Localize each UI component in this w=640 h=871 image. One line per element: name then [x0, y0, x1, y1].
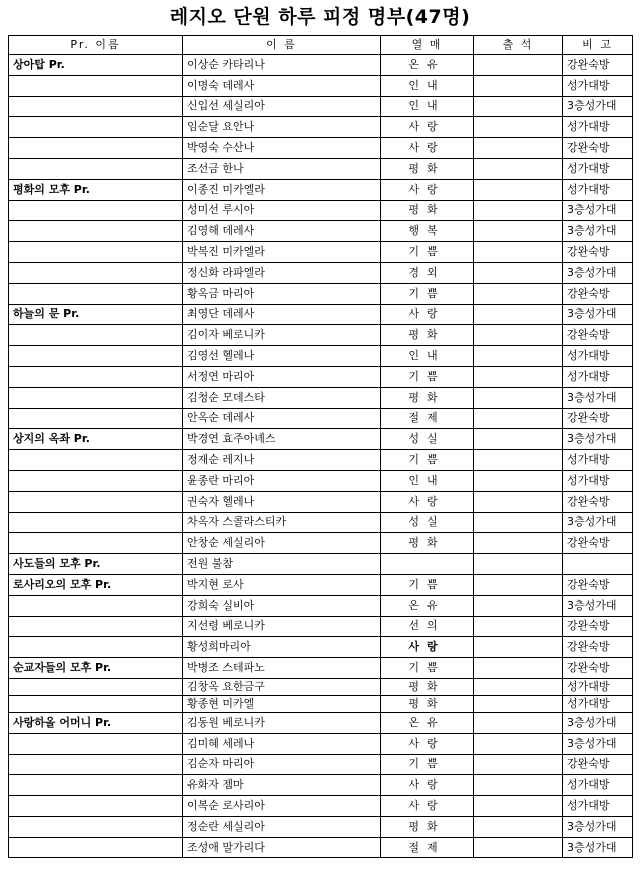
fruit-cell: 기쁨: [381, 754, 474, 775]
table-row: [9, 221, 633, 242]
table-row: [9, 346, 633, 367]
attendance-cell: [474, 242, 563, 263]
page-title: 레지오 단원 하루 피정 명부(47명): [169, 6, 471, 28]
note-cell: 3층성가대: [563, 304, 633, 325]
table-row: [9, 138, 633, 159]
note-cell: 3층성가대: [563, 733, 633, 754]
fruit-cell: 인내: [381, 470, 474, 491]
member-name-cell: 김이자 베로니카: [183, 325, 381, 346]
table-row: [9, 408, 633, 429]
member-name-cell: 성미선 루시아: [183, 200, 381, 221]
pr-name-cell: [9, 678, 183, 695]
note-cell: 3층성가대: [563, 221, 633, 242]
member-name-cell: 박지현 로사: [183, 574, 381, 595]
member-name-cell: 김순자 마리아: [183, 754, 381, 775]
note-cell: 성가대방: [563, 75, 633, 96]
pr-name-cell: [9, 325, 183, 346]
member-name-cell: 이복순 로사리아: [183, 796, 381, 817]
fruit-cell: 평화: [381, 678, 474, 695]
attendance-cell: [474, 179, 563, 200]
table-row: [9, 262, 633, 283]
pr-name-cell: [9, 346, 183, 367]
note-cell: 강완숙방: [563, 138, 633, 159]
table-row: [9, 75, 633, 96]
table-row: [9, 816, 633, 837]
note-cell: 강완숙방: [563, 242, 633, 263]
fruit-cell: [381, 554, 474, 575]
fruit-cell: 인내: [381, 75, 474, 96]
roster-body: [9, 55, 633, 858]
fruit-cell: 사랑: [381, 491, 474, 512]
attendance-cell: [474, 616, 563, 637]
roster-table: [8, 35, 633, 858]
pr-name-cell: [9, 754, 183, 775]
member-name-cell: 김영해 데레사: [183, 221, 381, 242]
note-cell: 강완숙방: [563, 574, 633, 595]
attendance-cell: [474, 470, 563, 491]
attendance-cell: [474, 200, 563, 221]
table-header-row: [9, 36, 633, 55]
fruit-cell: 선의: [381, 616, 474, 637]
attendance-cell: [474, 387, 563, 408]
member-name-cell: 황종현 미카엘: [183, 695, 381, 712]
table-row: [9, 325, 633, 346]
note-cell: 성가대방: [563, 366, 633, 387]
note-cell: 강완숙방: [563, 325, 633, 346]
note-cell: 3층성가대: [563, 712, 633, 733]
table-row: [9, 429, 633, 450]
note-cell: 강완숙방: [563, 637, 633, 658]
pr-name-cell: [9, 616, 183, 637]
note-cell: 강완숙방: [563, 754, 633, 775]
table-row: [9, 179, 633, 200]
table-row: [9, 158, 633, 179]
attendance-cell: [474, 512, 563, 533]
attendance-cell: [474, 491, 563, 512]
table-row: [9, 512, 633, 533]
table-row: [9, 533, 633, 554]
pr-name-cell: 사도들의 모후 Pr.: [9, 554, 183, 575]
member-name-cell: 박영숙 수산나: [183, 138, 381, 159]
note-cell: 강완숙방: [563, 658, 633, 679]
pr-name-cell: [9, 796, 183, 817]
attendance-cell: [474, 283, 563, 304]
member-name-cell: 조성애 말가리다: [183, 837, 381, 858]
pr-name-cell: 사랑하올 어머니 Pr.: [9, 712, 183, 733]
pr-name-cell: [9, 491, 183, 512]
table-row: [9, 554, 633, 575]
table-row: [9, 96, 633, 117]
fruit-cell: 성실: [381, 429, 474, 450]
note-cell: 성가대방: [563, 346, 633, 367]
attendance-cell: [474, 262, 563, 283]
attendance-cell: [474, 554, 563, 575]
member-name-cell: 정신화 라파엘라: [183, 262, 381, 283]
member-name-cell: 이종진 미카엘라: [183, 179, 381, 200]
attendance-cell: [474, 158, 563, 179]
note-cell: [563, 554, 633, 575]
fruit-cell: 평화: [381, 158, 474, 179]
member-name-cell: 윤종란 마리아: [183, 470, 381, 491]
attendance-cell: [474, 450, 563, 471]
fruit-cell: 평화: [381, 325, 474, 346]
fruit-cell: 성실: [381, 512, 474, 533]
attendance-cell: [474, 346, 563, 367]
note-cell: 성가대방: [563, 450, 633, 471]
attendance-cell: [474, 796, 563, 817]
note-cell: 성가대방: [563, 695, 633, 712]
fruit-cell: 절제: [381, 408, 474, 429]
attendance-cell: [474, 658, 563, 679]
member-name-cell: 차옥자 스콜라스티카: [183, 512, 381, 533]
fruit-cell: 사랑: [381, 637, 474, 658]
attendance-cell: [474, 595, 563, 616]
pr-name-cell: 평화의 모후 Pr.: [9, 179, 183, 200]
pr-name-cell: [9, 816, 183, 837]
fruit-cell: 기쁨: [381, 242, 474, 263]
fruit-cell: 평화: [381, 816, 474, 837]
pr-name-cell: [9, 408, 183, 429]
note-cell: 성가대방: [563, 117, 633, 138]
fruit-cell: 평화: [381, 533, 474, 554]
table-row: [9, 242, 633, 263]
fruit-cell: 사랑: [381, 796, 474, 817]
pr-name-cell: [9, 283, 183, 304]
fruit-cell: 온유: [381, 55, 474, 76]
attendance-cell: [474, 408, 563, 429]
fruit-cell: 평화: [381, 200, 474, 221]
table-row: [9, 470, 633, 491]
member-name-cell: 김청순 모데스타: [183, 387, 381, 408]
attendance-cell: [474, 117, 563, 138]
table-row: [9, 200, 633, 221]
member-name-cell: 안옥순 데레사: [183, 408, 381, 429]
member-name-cell: 안창순 세실리아: [183, 533, 381, 554]
table-row: [9, 695, 633, 712]
pr-name-cell: 순교자들의 모후 Pr.: [9, 658, 183, 679]
table-row: [9, 733, 633, 754]
pr-name-cell: 상지의 옥좌 Pr.: [9, 429, 183, 450]
note-cell: 성가대방: [563, 678, 633, 695]
note-cell: 성가대방: [563, 179, 633, 200]
fruit-cell: 기쁨: [381, 283, 474, 304]
attendance-cell: [474, 733, 563, 754]
member-name-cell: 권숙자 헬레나: [183, 491, 381, 512]
pr-name-cell: [9, 450, 183, 471]
pr-name-cell: [9, 221, 183, 242]
table-row: [9, 117, 633, 138]
note-cell: 강완숙방: [563, 408, 633, 429]
attendance-cell: [474, 754, 563, 775]
attendance-cell: [474, 574, 563, 595]
table-row: [9, 387, 633, 408]
pr-name-cell: 하늘의 문 Pr.: [9, 304, 183, 325]
member-name-cell: 김영선 헬레나: [183, 346, 381, 367]
attendance-cell: [474, 138, 563, 159]
member-name-cell: 박병조 스테파노: [183, 658, 381, 679]
table-row: [9, 55, 633, 76]
fruit-cell: 기쁨: [381, 450, 474, 471]
table-row: [9, 712, 633, 733]
member-name-cell: 신입선 세실리아: [183, 96, 381, 117]
pr-name-cell: [9, 470, 183, 491]
member-name-cell: 정재순 레지나: [183, 450, 381, 471]
member-name-cell: 지선령 베로니카: [183, 616, 381, 637]
pr-name-cell: [9, 533, 183, 554]
attendance-cell: [474, 366, 563, 387]
table-row: [9, 796, 633, 817]
table-row: [9, 616, 633, 637]
note-cell: 성가대방: [563, 158, 633, 179]
pr-name-cell: 로사리오의 모후 Pr.: [9, 574, 183, 595]
note-cell: 3층성가대: [563, 837, 633, 858]
fruit-cell: 온유: [381, 595, 474, 616]
fruit-cell: 기쁨: [381, 574, 474, 595]
table-row: [9, 658, 633, 679]
member-name-cell: 황옥금 마리아: [183, 283, 381, 304]
note-cell: 강완숙방: [563, 283, 633, 304]
pr-name-cell: [9, 200, 183, 221]
table-row: [9, 366, 633, 387]
pr-name-cell: [9, 138, 183, 159]
table-row: [9, 837, 633, 858]
member-name-cell: 박경연 효주아녜스: [183, 429, 381, 450]
note-cell: 성가대방: [563, 470, 633, 491]
fruit-cell: 사랑: [381, 304, 474, 325]
attendance-cell: [474, 429, 563, 450]
member-name-cell: 황성희마리아: [183, 637, 381, 658]
attendance-cell: [474, 325, 563, 346]
note-cell: 3층성가대: [563, 429, 633, 450]
table-row: [9, 595, 633, 616]
note-cell: 3층성가대: [563, 512, 633, 533]
pr-name-cell: [9, 387, 183, 408]
pr-name-cell: [9, 158, 183, 179]
fruit-cell: 사랑: [381, 179, 474, 200]
fruit-cell: 사랑: [381, 733, 474, 754]
pr-name-cell: [9, 242, 183, 263]
fruit-cell: 기쁨: [381, 658, 474, 679]
attendance-cell: [474, 695, 563, 712]
fruit-cell: 평화: [381, 695, 474, 712]
table-row: [9, 775, 633, 796]
fruit-cell: 사랑: [381, 775, 474, 796]
fruit-cell: 사랑: [381, 117, 474, 138]
table-row: [9, 637, 633, 658]
fruit-cell: 사랑: [381, 138, 474, 159]
pr-name-cell: [9, 595, 183, 616]
member-name-cell: 서정연 마리아: [183, 366, 381, 387]
pr-name-cell: [9, 837, 183, 858]
table-row: [9, 304, 633, 325]
header-attendance: 출 석: [474, 36, 563, 55]
note-cell: 강완숙방: [563, 491, 633, 512]
member-name-cell: 임순달 요안나: [183, 117, 381, 138]
member-name-cell: 정순란 세실리아: [183, 816, 381, 837]
header-fruit: 열 매: [381, 36, 474, 55]
table-row: [9, 754, 633, 775]
fruit-cell: 인내: [381, 96, 474, 117]
fruit-cell: 행복: [381, 221, 474, 242]
member-name-cell: 이상순 카타리나: [183, 55, 381, 76]
member-name-cell: 강희숙 실비아: [183, 595, 381, 616]
fruit-cell: 온유: [381, 712, 474, 733]
pr-name-cell: [9, 96, 183, 117]
attendance-cell: [474, 637, 563, 658]
note-cell: 3층성가대: [563, 262, 633, 283]
table-row: [9, 450, 633, 471]
member-name-cell: 전원 불참: [183, 554, 381, 575]
pr-name-cell: [9, 695, 183, 712]
attendance-cell: [474, 678, 563, 695]
note-cell: 성가대방: [563, 775, 633, 796]
pr-name-cell: [9, 75, 183, 96]
table-row: [9, 678, 633, 695]
attendance-cell: [474, 96, 563, 117]
pr-name-cell: [9, 733, 183, 754]
pr-name-cell: [9, 512, 183, 533]
fruit-cell: 인내: [381, 346, 474, 367]
attendance-cell: [474, 55, 563, 76]
note-cell: 3층성가대: [563, 200, 633, 221]
table-row: [9, 574, 633, 595]
note-cell: 3층성가대: [563, 387, 633, 408]
pr-name-cell: [9, 117, 183, 138]
note-cell: 3층성가대: [563, 816, 633, 837]
attendance-cell: [474, 304, 563, 325]
member-name-cell: 조선금 한나: [183, 158, 381, 179]
header-name: 이 름: [183, 36, 381, 55]
pr-name-cell: [9, 262, 183, 283]
note-cell: 강완숙방: [563, 616, 633, 637]
pr-name-cell: [9, 637, 183, 658]
fruit-cell: 기쁨: [381, 366, 474, 387]
table-row: [9, 283, 633, 304]
pr-name-cell: [9, 775, 183, 796]
note-cell: 성가대방: [563, 796, 633, 817]
member-name-cell: 유화자 젬마: [183, 775, 381, 796]
note-cell: 3층성가대: [563, 96, 633, 117]
note-cell: 강완숙방: [563, 533, 633, 554]
attendance-cell: [474, 816, 563, 837]
attendance-cell: [474, 837, 563, 858]
fruit-cell: 평화: [381, 387, 474, 408]
member-name-cell: 최영단 데레사: [183, 304, 381, 325]
note-cell: 강완숙방: [563, 55, 633, 76]
attendance-cell: [474, 75, 563, 96]
pr-name-cell: [9, 366, 183, 387]
attendance-cell: [474, 533, 563, 554]
note-cell: 3층성가대: [563, 595, 633, 616]
attendance-cell: [474, 775, 563, 796]
fruit-cell: 절제: [381, 837, 474, 858]
attendance-cell: [474, 712, 563, 733]
member-name-cell: 박복진 미카엘라: [183, 242, 381, 263]
member-name-cell: 김동원 베로니카: [183, 712, 381, 733]
header-note: 비 고: [563, 36, 633, 55]
attendance-cell: [474, 221, 563, 242]
member-name-cell: 김창옥 요한금구: [183, 678, 381, 695]
table-row: [9, 491, 633, 512]
pr-name-cell: 상아탑 Pr.: [9, 55, 183, 76]
member-name-cell: 김미혜 세레나: [183, 733, 381, 754]
header-pr-name: Pr. 이름: [9, 36, 183, 55]
member-name-cell: 이명숙 데레사: [183, 75, 381, 96]
fruit-cell: 경외: [381, 262, 474, 283]
